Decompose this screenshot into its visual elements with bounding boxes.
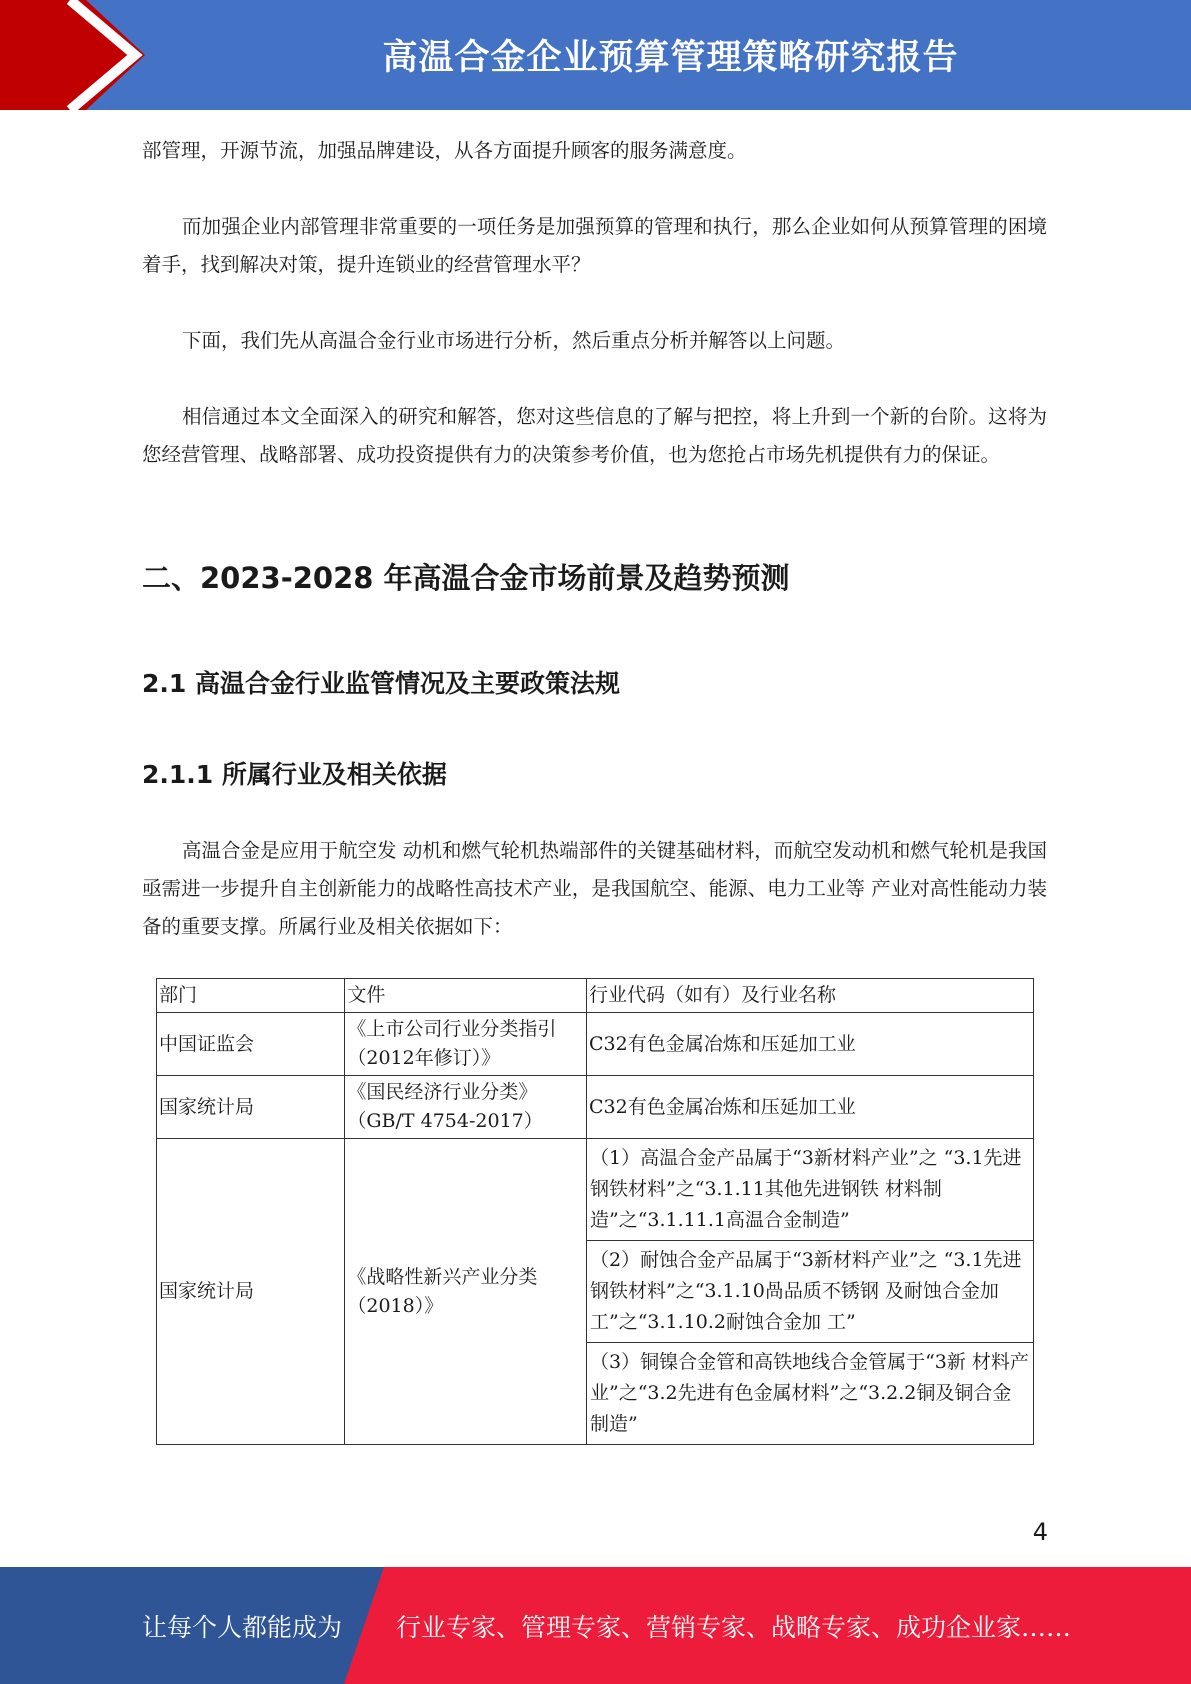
industry-classification-table: [156, 978, 1034, 1445]
header-cell-code: 行业代码（如有）及行业名称: [586, 979, 1033, 1013]
cell-dept: 国家统计局: [157, 1076, 345, 1139]
cell-dept: 国家统计局: [157, 1139, 345, 1445]
page-number: 4: [1032, 1518, 1048, 1546]
header-cell-doc: 文件: [345, 979, 587, 1013]
header-cell-dept: 部门: [157, 979, 345, 1013]
classification-item: （1）高温合金产品属于“3新材料产业”之 “3.1先进钢铁材料”之“3.1.11其他先进钢铁 材料制造”之“3.1.11.1高温合金制造”: [589, 1147, 1022, 1231]
intro-paragraph-2: 而加强企业内部管理非常重要的一项任务是加强预算的管理和执行，那么企业如何从预算管理的困境着手，找到解决对策，提升连锁业的经营管理水平？: [142, 215, 1047, 276]
body-paragraph: 高温合金是应用于航空发 动机和燃气轮机热端部件的关键基础材料，而航空发动机和燃气轮机是我国亟需进一步提升自主创新能力的战略性高技术产业，是我国航空、能源、电力工业等 产业对高性能动力装备的重要支撑。所属行业及相关依据如下：: [142, 839, 1047, 938]
table-header-row: [157, 979, 1034, 1013]
cell-doc: 《战略性新兴产业分类（2018）》: [345, 1139, 587, 1445]
chevron-logo-icon: [0, 0, 160, 110]
footer-slogan-left: 让每个人都能成为: [142, 1612, 343, 1642]
table-row: [157, 1013, 1034, 1076]
report-title: 高温合金企业预算管理策略研究报告: [382, 38, 959, 78]
subsection-heading: 2.1 高温合金行业监管情况及主要政策法规: [142, 669, 620, 698]
body-section: [142, 832, 1047, 946]
intro-paragraph-3: 下面，我们先从高温合金行业市场进行分析，然后重点分析并解答以上问题。: [182, 329, 846, 352]
subsubsection-heading: 2.1.1 所属行业及相关依据: [142, 760, 447, 789]
cell-code: C32有色金属冶炼和压延加工业: [586, 1013, 1033, 1076]
report-footer: [0, 1567, 1191, 1684]
intro-section: [142, 132, 1047, 474]
report-header: [0, 0, 1191, 110]
table-row: [157, 1139, 1034, 1445]
intro-paragraph-1: 部管理，开源节流，加强品牌建设，从各方面提升顾客的服务满意度。: [142, 139, 747, 162]
cell-dept: 中国证监会: [157, 1013, 345, 1076]
classification-item: （2）耐蚀合金产品属于“3新材料产业”之 “3.1先进钢铁材料”之“3.1.10咼品质不锈钢 及耐蚀合金加工”之“3.1.10.2耐蚀合金加 工”: [587, 1240, 1033, 1342]
cell-code-list: [586, 1139, 1033, 1445]
cell-doc: 《国民经济行业分类》（GB/T 4754-2017）: [345, 1076, 587, 1139]
table-row: [157, 1076, 1034, 1139]
footer-slogan-right: 行业专家、管理专家、营销专家、战略专家、成功企业家……: [396, 1612, 1072, 1642]
classification-item: （3）铜镍合金管和高铁地线合金管属于“3新 材料产业”之“3.2先进有色金属材料”之“3.2.2铜及铜合金制造”: [587, 1342, 1033, 1444]
section-heading: 二、2023-2028 年高温合金市场前景及趋势预测: [142, 561, 790, 595]
cell-code: C32有色金属冶炼和压延加工业: [586, 1076, 1033, 1139]
cell-doc: 《上市公司行业分类指引（2012年修订）》: [345, 1013, 587, 1076]
intro-paragraph-4: 相信通过本文全面深入的研究和解答，您对这些信息的了解与把控，将上升到一个新的台阶。这将为您经营管理、战略部署、成功投资提供有力的决策参考价值，也为您抢占市场先机提供有力的保证。: [142, 405, 1047, 466]
